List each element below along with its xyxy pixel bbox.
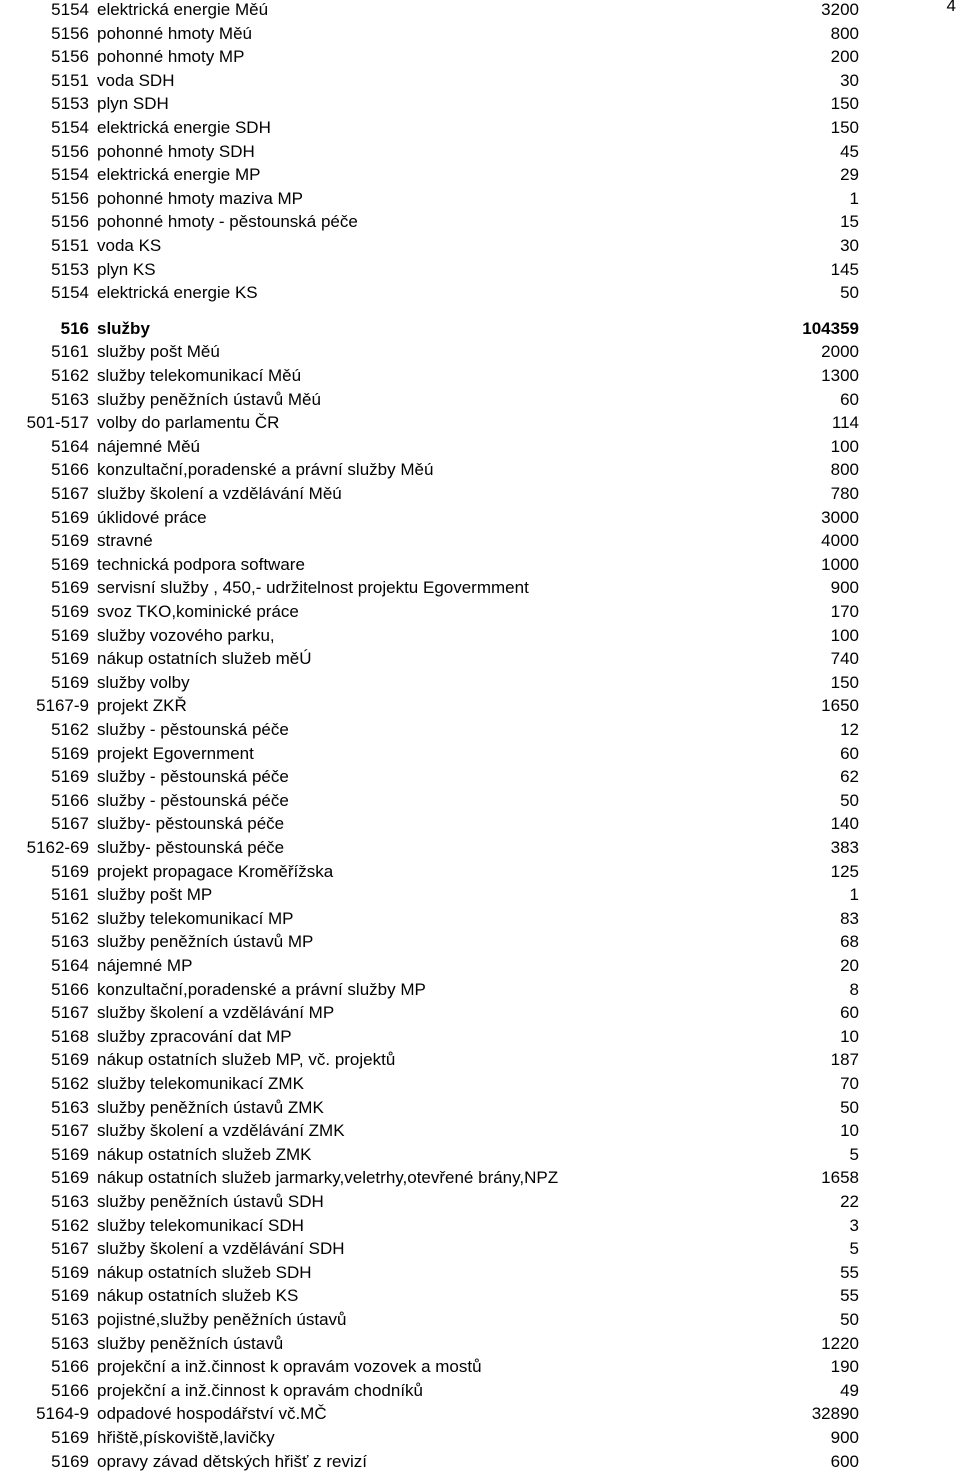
item-code: 5166 [51, 1380, 89, 1400]
table-row [0, 1190, 960, 1214]
item-amount: 5 [849, 1239, 859, 1259]
table-row [0, 116, 960, 140]
item-amount: 50 [840, 1097, 859, 1117]
table-row [0, 1048, 960, 1072]
table-row [0, 765, 960, 789]
item-amount: 60 [840, 743, 859, 763]
item-amount: 140 [830, 814, 859, 834]
item-label: projekt Egovernment [97, 743, 254, 763]
item-code: 5167-9 [36, 696, 89, 716]
item-code: 5167 [51, 814, 89, 834]
item-code: 5168 [51, 1026, 89, 1046]
table-row [0, 1284, 960, 1308]
table-row [0, 930, 960, 954]
table-row [0, 576, 960, 600]
item-code: 501-517 [26, 413, 89, 433]
item-code: 5167 [51, 1239, 89, 1259]
item-label: projekční a inž.činnost k opravám chodníků [97, 1380, 424, 1400]
item-code: 5161 [51, 342, 89, 362]
item-code: 5167 [51, 1003, 89, 1023]
item-code: 5153 [51, 259, 89, 279]
item-label: nákup ostatních služeb ZMK [97, 1144, 312, 1164]
item-amount: 740 [830, 649, 859, 669]
table-row [0, 506, 960, 530]
table-row [0, 1143, 960, 1167]
item-amount: 170 [830, 602, 859, 621]
item-code: 5164 [51, 436, 89, 456]
table-row [0, 860, 960, 884]
table-row [0, 1332, 960, 1356]
item-label: služby - pěstounská péče [97, 790, 289, 810]
item-code: 5169 [51, 1168, 89, 1188]
item-code: 5167 [51, 484, 89, 503]
item-amount: 3200 [821, 0, 859, 19]
table-row [0, 187, 960, 211]
item-label: služby- pěstounská péče [97, 814, 285, 834]
table-row [0, 1119, 960, 1143]
table-row [0, 45, 960, 69]
table-row [0, 1450, 960, 1474]
item-amount: 150 [830, 118, 859, 137]
item-code: 5169 [51, 578, 89, 598]
item-code: 5166 [51, 790, 89, 810]
item-label: pohonné hmoty maziva MP [97, 188, 303, 208]
item-code: 5166 [51, 460, 89, 480]
item-amount: 1300 [821, 366, 859, 385]
item-amount: 12 [840, 720, 859, 739]
item-label: služby telekomunikací ZMK [97, 1074, 304, 1093]
item-label: plyn SDH [97, 94, 169, 114]
item-label: svoz TKO,kominické práce [97, 602, 299, 621]
table-row [0, 978, 960, 1002]
item-amount: 15 [840, 212, 859, 232]
item-code: 5163 [51, 1192, 89, 1211]
table-row [0, 281, 960, 305]
item-amount: 45 [840, 141, 859, 161]
item-amount: 32890 [811, 1404, 859, 1424]
item-label: služby- pěstounská péče [97, 838, 285, 857]
table-row [0, 210, 960, 234]
item-amount: 1000 [821, 554, 859, 574]
table-row [0, 600, 960, 624]
item-code: 5166 [51, 979, 89, 999]
table-row [0, 69, 960, 93]
item-label: voda SDH [97, 70, 175, 90]
item-amount: 10 [840, 1026, 859, 1046]
item-amount: 145 [830, 259, 859, 279]
item-label: projekt propagace Kroměřížska [97, 861, 334, 881]
table-row [0, 1426, 960, 1450]
item-label: služby školení a vzdělávání Měú [97, 484, 342, 503]
item-code: 5169 [51, 767, 89, 787]
item-label: služby [97, 318, 150, 338]
item-label: služby zpracování dat MP [97, 1026, 292, 1046]
item-label: služby - pěstounská péče [97, 767, 289, 787]
table-row [0, 1072, 960, 1096]
table-row [0, 411, 960, 435]
item-label: opravy závad dětských hřišť z revizí [97, 1451, 367, 1471]
item-code: 5169 [51, 743, 89, 763]
item-amount: 150 [830, 94, 859, 114]
item-amount: 20 [840, 956, 859, 975]
item-label: pohonné hmoty Měú [97, 23, 252, 43]
item-code: 5162 [51, 1074, 89, 1093]
table-row [0, 954, 960, 978]
item-label: služby školení a vzdělávání SDH [97, 1239, 345, 1259]
item-amount: 187 [830, 1050, 859, 1070]
item-label: konzultační,poradenské a právní služby Měú [97, 460, 434, 480]
table-row [0, 482, 960, 506]
item-amount: 1650 [821, 696, 859, 716]
item-label: služby peněžních ústavů MP [97, 932, 314, 952]
item-label: odpadové hospodářství vč.MČ [97, 1404, 327, 1424]
item-code: 5169 [51, 531, 89, 551]
item-amount: 383 [830, 838, 859, 857]
item-label: voda KS [97, 236, 162, 255]
item-code: 5163 [51, 1097, 89, 1117]
item-code: 5169 [51, 1144, 89, 1164]
item-code: 516 [60, 318, 89, 338]
item-label: konzultační,poradenské a právní služby MP [97, 979, 426, 999]
item-label: elektrická energie SDH [97, 118, 271, 137]
item-code: 5154 [51, 118, 89, 137]
item-label: služby - pěstounská péče [97, 720, 289, 739]
item-amount: 100 [830, 625, 859, 645]
item-amount: 800 [830, 460, 859, 480]
item-amount: 2000 [821, 342, 859, 362]
item-amount: 5 [849, 1144, 859, 1164]
item-label: nákup ostatních služeb KS [97, 1286, 299, 1306]
table-row [0, 1001, 960, 1025]
table-row [0, 907, 960, 931]
item-label: pohonné hmoty - pěstounská péče [97, 212, 358, 232]
item-label: služby peněžních ústavů [97, 1333, 284, 1353]
item-label: technická podpora software [97, 554, 305, 574]
item-code: 5169 [51, 1451, 89, 1471]
item-amount: 4000 [821, 531, 859, 551]
item-code: 5169 [51, 861, 89, 881]
table-row [0, 1261, 960, 1285]
item-label: elektrická energie MP [97, 165, 261, 185]
table-row [0, 22, 960, 46]
item-label: služby peněžních ústavů Měú [97, 389, 321, 409]
item-label: nákup ostatních služeb MP, vč. projektů [97, 1050, 396, 1070]
table-row [0, 364, 960, 388]
item-label: služby školení a vzdělávání ZMK [97, 1121, 345, 1141]
item-code: 5153 [51, 94, 89, 114]
item-label: elektrická energie Měú [97, 0, 269, 19]
item-code: 5169 [51, 1050, 89, 1070]
item-label: služby školení a vzdělávání MP [97, 1003, 335, 1023]
item-label: elektrická energie KS [97, 283, 258, 303]
item-label: služby peněžních ústavů SDH [97, 1192, 324, 1211]
item-code: 5156 [51, 141, 89, 161]
table-row [0, 1355, 960, 1379]
item-label: stravné [97, 531, 153, 551]
item-label: nákup ostatních služeb jarmarky,veletrhy,otevřené brány,NPZ [97, 1168, 559, 1188]
item-amount: 22 [840, 1192, 859, 1211]
item-code: 5169 [51, 672, 89, 692]
item-amount: 83 [840, 908, 859, 928]
item-amount: 1658 [821, 1168, 859, 1188]
item-code: 5164 [51, 956, 89, 975]
item-code: 5169 [51, 625, 89, 645]
item-label: pojistné,služby peněžních ústavů [97, 1310, 347, 1329]
item-amount: 30 [840, 70, 859, 90]
table-row [0, 163, 960, 187]
item-code: 5166 [51, 1357, 89, 1377]
item-code: 5161 [51, 885, 89, 905]
item-label: projekt ZKŘ [97, 696, 187, 716]
item-label: služby pošt Měú [97, 342, 220, 362]
item-code: 5169 [51, 1262, 89, 1282]
table-row [0, 742, 960, 766]
table-row [0, 140, 960, 164]
table-row [0, 1166, 960, 1190]
item-amount: 1 [849, 885, 859, 905]
item-amount: 50 [840, 1310, 859, 1329]
table-row [0, 789, 960, 813]
item-amount: 55 [840, 1262, 859, 1282]
item-amount: 100 [830, 436, 859, 456]
table-row [0, 718, 960, 742]
item-code: 5162 [51, 720, 89, 739]
item-code: 5156 [51, 188, 89, 208]
item-amount: 900 [830, 578, 859, 598]
table-row [0, 92, 960, 116]
item-code: 5169 [51, 1286, 89, 1306]
item-code: 5154 [51, 283, 89, 303]
item-label: nákup ostatních služeb SDH [97, 1262, 312, 1282]
item-label: plyn KS [97, 259, 156, 279]
item-amount: 150 [830, 672, 859, 692]
item-label: hřiště,pískoviště,lavičky [97, 1428, 275, 1447]
item-amount: 3 [849, 1215, 859, 1235]
item-amount: 800 [830, 23, 859, 43]
item-label: služby telekomunikací Měú [97, 366, 302, 385]
item-code: 5169 [51, 602, 89, 621]
table-row [0, 1308, 960, 1332]
item-amount: 10 [840, 1121, 859, 1141]
item-amount: 68 [840, 932, 859, 952]
table-row [0, 553, 960, 577]
item-code: 5167 [51, 1121, 89, 1141]
item-label: pohonné hmoty MP [97, 47, 245, 67]
item-code: 5169 [51, 554, 89, 574]
item-code: 5162-69 [26, 838, 89, 857]
item-label: volby do parlamentu ČR [97, 413, 280, 433]
item-amount: 29 [840, 165, 859, 185]
item-label: služby volby [97, 672, 190, 692]
item-code: 5169 [51, 649, 89, 669]
item-code: 5169 [51, 1428, 89, 1447]
page-number: 4 [946, 0, 956, 15]
item-amount: 1 [849, 188, 859, 208]
item-amount: 114 [831, 413, 859, 433]
table-row [0, 1379, 960, 1403]
item-code: 5154 [51, 0, 89, 19]
item-amount: 70 [840, 1074, 859, 1093]
table-row [0, 529, 960, 553]
item-code: 5163 [51, 932, 89, 952]
item-amount: 125 [830, 861, 859, 881]
item-amount: 60 [840, 389, 859, 409]
table-row [0, 1025, 960, 1049]
item-code: 5164-9 [36, 1404, 89, 1424]
item-amount: 104359 [802, 318, 859, 338]
item-amount: 50 [840, 283, 859, 303]
table-row [0, 883, 960, 907]
item-label: služby pošt MP [97, 885, 213, 905]
item-amount: 190 [830, 1357, 859, 1377]
item-label: služby telekomunikací MP [97, 908, 294, 928]
item-amount: 1220 [821, 1333, 859, 1353]
item-code: 5162 [51, 1215, 89, 1235]
table-row [0, 435, 960, 459]
table-row [0, 836, 960, 860]
item-amount: 600 [830, 1451, 859, 1471]
table-row [0, 624, 960, 648]
item-code: 5156 [51, 23, 89, 43]
item-label: úklidové práce [97, 507, 207, 527]
item-label: pohonné hmoty SDH [97, 141, 255, 161]
item-code: 5154 [51, 165, 89, 185]
item-label: nájemné MP [97, 956, 193, 975]
table-row [0, 0, 960, 22]
table-row [0, 234, 960, 258]
item-amount: 62 [840, 767, 859, 787]
item-label: projekční a inž.činnost k opravám vozovek a mostů [97, 1357, 482, 1377]
table-row [0, 1096, 960, 1120]
table-row [0, 647, 960, 671]
item-label: servisní služby , 450,- udržitelnost projektu Egovermment [97, 578, 529, 598]
item-code: 5156 [51, 212, 89, 232]
table-row [0, 258, 960, 282]
item-label: nájemné Měú [97, 436, 201, 456]
item-label: služby vozového parku, [97, 625, 275, 645]
table-row [0, 671, 960, 695]
item-amount: 49 [840, 1380, 859, 1400]
table-row [0, 388, 960, 412]
item-code: 5151 [51, 70, 89, 90]
item-label: služby telekomunikací SDH [97, 1215, 304, 1235]
table-row [0, 1237, 960, 1261]
item-amount: 200 [830, 47, 859, 67]
item-code: 5163 [51, 389, 89, 409]
table-row [0, 317, 960, 341]
item-amount: 30 [840, 236, 859, 255]
item-amount: 55 [840, 1286, 859, 1306]
item-amount: 900 [830, 1428, 859, 1447]
item-amount: 3000 [821, 507, 859, 527]
item-code: 5162 [51, 366, 89, 385]
table-row [0, 1402, 960, 1426]
item-amount: 780 [830, 484, 859, 503]
table-row [0, 812, 960, 836]
table-row [0, 340, 960, 364]
table-row [0, 694, 960, 718]
item-code: 5162 [51, 908, 89, 928]
item-code: 5169 [51, 507, 89, 527]
item-code: 5156 [51, 47, 89, 67]
table-row [0, 1214, 960, 1238]
table-row [0, 458, 960, 482]
item-code: 5163 [51, 1333, 89, 1353]
item-amount: 60 [840, 1003, 859, 1023]
item-amount: 8 [849, 979, 859, 999]
item-amount: 50 [840, 790, 859, 810]
item-code: 5163 [51, 1310, 89, 1329]
item-label: nákup ostatních služeb měÚ [97, 649, 312, 669]
item-code: 5151 [51, 236, 89, 255]
item-label: služby peněžních ústavů ZMK [97, 1097, 324, 1117]
